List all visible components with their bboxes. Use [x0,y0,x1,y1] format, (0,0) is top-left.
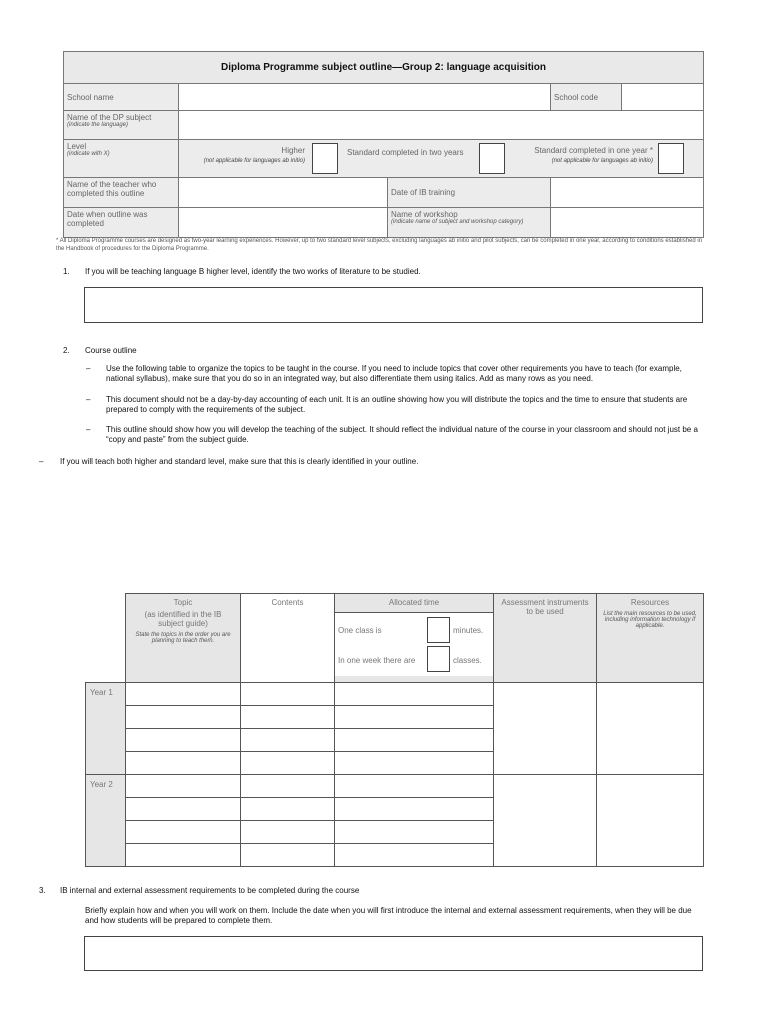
q3-text: IB internal and external assessment requirements to be completed during the course [60,886,360,895]
q2-bullet-2: This document should not be a day-by-day accounting of each unit. It is an outline showing how you will distribute the topics and the time to ensure that students are prepared to comply with the requirements of the subject. [106,395,688,414]
standard-two-label: Standard completed in two years [347,148,464,157]
year2-topic-cell[interactable] [126,798,241,821]
ib-training-field[interactable] [551,178,704,208]
year2-topic-cell[interactable] [126,821,241,844]
course-outline-table [85,593,704,867]
school-name-field[interactable] [179,84,551,111]
year-1-label: Year 1 [86,683,126,775]
resources-header [597,594,704,683]
standard-two-checkbox[interactable] [479,143,505,174]
resources-header-label: Resources [630,598,670,607]
topic-header-hint: State the topics in the order you are planning to teach them. [135,632,231,644]
topic-header [126,594,241,683]
footnote: * All Diploma Programme courses are designed as two-year learning experiences. However, up to two standard level subjects, excluding languages ab initio and pilot subjects, can be completed in one year, according to conditions established in the Handbook of procedures for the Diploma Programme. [56,238,703,252]
q2-extra-bullet: If you will teach both higher and standard level, make sure that this is clearly identified in your outline. [60,457,419,466]
higher-label: Higher [281,146,305,155]
q3-answer-box[interactable] [84,936,703,971]
ib-training-label: Date of IB training [388,178,551,208]
workshop-text: Name of workshop [391,210,458,219]
form-title: Diploma Programme subject outline—Group 2: language acquisition [64,52,704,84]
one-week-label: In one week there are [338,656,416,665]
q3-subtext: Briefly explain how and when you will work on them. Include the date when you will first introduce the internal and external assessment requirements, when they will be due and how students will be prepared to complete them. [85,906,692,925]
q2-bullet-1: Use the following table to organize the topics to be taught in the course. If you need to include topics that cover other requirements you have to teach (for example, national syllabus), make sure that you do so in an integrated way, but also differentiate them using italics. Add as many rows as you need. [106,364,682,383]
year1-time-cell[interactable] [335,729,494,752]
standard-one-note: (not applicable for languages ab initio) [551,158,653,164]
q1-number: 1. [63,267,70,276]
outline-date-field[interactable] [179,208,388,238]
assessment-header: Assessment instruments to be used [494,594,597,683]
allocated-header [335,594,494,683]
level-options [179,140,704,178]
q2-bullet-3: This outline should show how you will develop the teaching of the subject. It should reflect the individual nature of the course in your classroom and should not just be a “copy and paste” from the subject guide. [106,425,698,444]
year1-contents-cell[interactable] [241,752,335,775]
outline-date-label: Date when outline was completed [64,208,179,238]
classes-input[interactable] [427,646,450,672]
higher-option [179,146,305,164]
year1-topic-cell[interactable] [126,752,241,775]
workshop-field[interactable] [551,208,704,238]
topic-header-sub: (as identified in the IB subject guide) [144,610,222,628]
year2-time-cell[interactable] [335,844,494,867]
year2-topic-cell[interactable] [126,775,241,798]
year1-assessment-cell[interactable] [494,683,597,775]
minutes-input[interactable] [427,617,450,643]
year1-topic-cell[interactable] [126,729,241,752]
outline-header-table [63,51,704,238]
classes-label: classes. [453,656,482,665]
q2-title: Course outline [85,346,137,355]
bullet-dash: – [39,457,44,466]
teacher-name-field[interactable] [179,178,388,208]
year2-time-cell[interactable] [335,775,494,798]
level-hint: (indicate with X) [67,151,110,157]
year2-time-cell[interactable] [335,798,494,821]
q1-answer-box[interactable] [84,287,703,323]
standard-one-option [519,146,653,164]
year-2-label: Year 2 [86,775,126,867]
corner-cell [86,594,126,683]
school-code-label: School code [551,84,622,111]
school-code-field[interactable] [622,84,704,111]
year2-contents-cell[interactable] [241,798,335,821]
level-text: Level [67,142,87,151]
year2-contents-cell[interactable] [241,775,335,798]
allocated-time-fields [335,613,493,676]
standard-one-checkbox[interactable] [658,143,684,174]
bullet-dash: – [86,425,91,434]
dp-subject-text: Name of the DP subject [67,113,152,122]
higher-note: (not applicable for languages ab initio) [203,158,305,164]
bullet-dash: – [86,395,91,404]
school-name-label: School name [64,84,179,111]
year1-contents-cell[interactable] [241,706,335,729]
year2-resources-cell[interactable] [597,775,704,867]
workshop-label [388,208,551,238]
year1-contents-cell[interactable] [241,683,335,706]
year1-topic-cell[interactable] [126,683,241,706]
dp-subject-hint: (indicate the language) [67,122,129,128]
one-class-label: One class is [338,626,382,635]
resources-header-hint: List the main resources to be used, including information technology if applicable. [603,611,697,629]
dp-subject-field[interactable] [179,111,704,140]
q1-text: If you will be teaching language B higher level, identify the two works of literature to be studied. [85,267,421,276]
dp-subject-label [64,111,179,140]
higher-checkbox[interactable] [312,143,338,174]
year1-contents-cell[interactable] [241,729,335,752]
year1-time-cell[interactable] [335,706,494,729]
contents-header: Contents [241,594,335,683]
teacher-name-label: Name of the teacher who completed this outline [64,178,179,208]
q2-number: 2. [63,346,70,355]
year2-contents-cell[interactable] [241,821,335,844]
workshop-hint: (indicate name of subject and workshop category) [391,219,524,225]
bullet-dash: – [86,364,91,373]
year2-time-cell[interactable] [335,821,494,844]
year2-assessment-cell[interactable] [494,775,597,867]
level-label [64,140,179,178]
year1-time-cell[interactable] [335,683,494,706]
year1-topic-cell[interactable] [126,706,241,729]
standard-one-label: Standard completed in one year * [534,146,653,155]
minutes-label: minutes. [453,626,484,635]
year2-topic-cell[interactable] [126,844,241,867]
year1-resources-cell[interactable] [597,683,704,775]
q3-number: 3. [39,886,46,895]
allocated-header-label: Allocated time [335,594,493,613]
year2-contents-cell[interactable] [241,844,335,867]
year1-time-cell[interactable] [335,752,494,775]
topic-header-label: Topic [173,598,193,607]
